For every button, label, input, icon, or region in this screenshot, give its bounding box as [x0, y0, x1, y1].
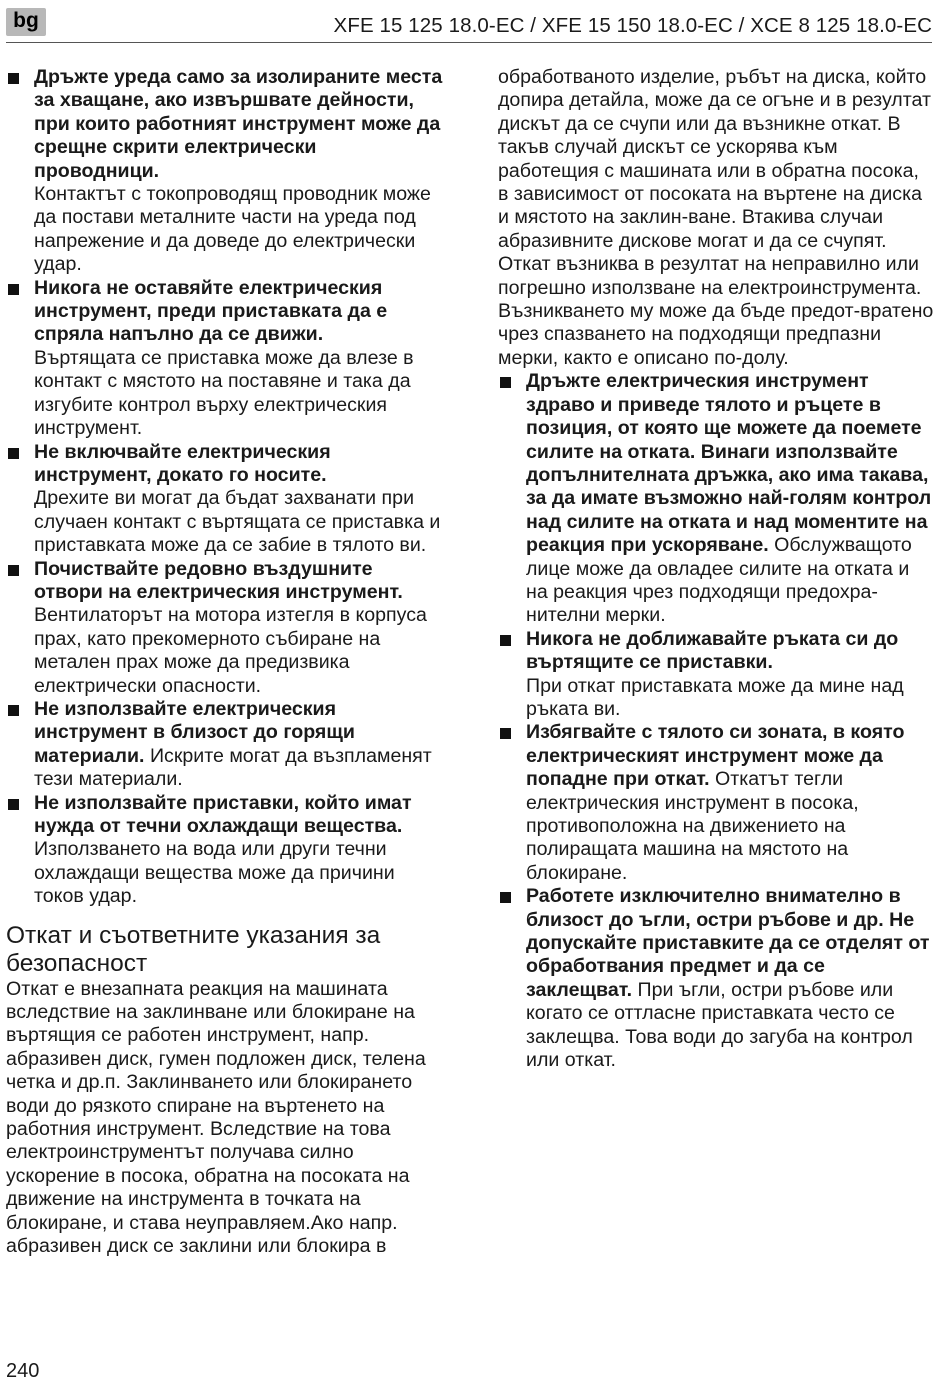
right-bullet-list — [498, 370, 934, 1072]
bullet-body: При откат приставката може да мине над ръката ви. — [526, 674, 904, 720]
square-bullet-icon — [8, 565, 19, 576]
bullet-bold-lead: Никога не доближавайте ръката си до въртящите се приставки. — [526, 627, 899, 674]
header-divider — [6, 42, 932, 43]
square-bullet-icon — [8, 448, 19, 459]
list-item — [6, 792, 446, 909]
square-bullet-icon — [8, 73, 19, 84]
list-item — [6, 441, 446, 558]
section-body: Откат е внезапната реакция на машината вследствие на заклинване или блокиране на въртящия се работен инструмент, напр. абразивен диск, гумен подложен диск, телена четка и др.п. Заклинването или блокирането води до рязкото спиране на въртенето на работния инструмент. Вследствие на това електроинструментът получава силно ускорение в посока, обратна на посоката на движение на инструмента в точката на блокиране, и става неуправляем.Ако напр. абразивен диск се заклини или блокира в — [6, 977, 426, 1258]
language-badge: bg — [6, 8, 46, 36]
bullet-bold-lead: Не включвайте електрическия инструмент, докато го носите. — [34, 440, 331, 486]
list-item — [498, 628, 934, 722]
bullet-body: Използването на вода или други течни охлаждащи вещества може да причини токов удар. — [34, 838, 395, 908]
section-heading: Откат и съответните указания за безопасност — [6, 921, 381, 977]
bullet-body: Дрехите ви могат да бъдат захванати при случаен контакт с въртящата се приставка и приставката може да се забие в тялото ви. — [34, 487, 441, 557]
bullet-inline — [526, 370, 931, 626]
left-column — [6, 66, 446, 1259]
bullet-body: Въртящата се приставка може да влезе в контакт с мястото на поставяне и така да изгубите контрол върху електрическия инструмент. — [34, 346, 414, 440]
model-designation: XFE 15 125 18.0-EC / XFE 15 150 18.0-EC / XCE 8 125 18.0-EC — [333, 14, 932, 37]
bullet-bold-lead: Дръжте електрическия инструмент здраво и приведе тялото и ръцете в позиция, от която ще можете да поемете силите на отката. Винаги използвайте допълнителната дръжка, ако има такава, за да имате възможно най-голям контрол над силите на отката и над моментите на реакция при ускоряване. — [526, 370, 932, 557]
left-bullet-list — [6, 66, 446, 909]
bullet-bold-lead: Почиствайте редовно въздушните отвори на електрическия инструмент. — [34, 557, 403, 603]
bullet-body: Откатът тегли електрическия инструмент в посока, противоположна на движението на полиращата машина на мястото на блокиране. — [526, 768, 859, 884]
continued-paragraph: обработваното изделие, ръбът на диска, който допира детайла, може да се огъне и в резултат дискът да се счупи или да възникне откат. В такъв случай дискът се ускорява към работещия с машината или в обратна посока, в зависимост от посоката на въртене на диска и мястото на заклин-ване. Втакива случаи абразивните дискове могат и да се счупят. Откат възниква в резултат на неправилно или погрешно използване на електроинструмента. Възникването му може да бъде предот-вратено чрез спазването на подходящи предпазни мерки, както е описано по-долу. — [498, 66, 934, 369]
bullet-bold-lead: Никога не оставяйте електрическия инструмент, преди приставката да е спряла напълно да се движи. — [34, 276, 388, 346]
list-item — [6, 558, 446, 698]
bullet-body: При ъгли, остри ръбове или когато се оттласне приставката често се заклещва. Това води до загуба на контрол или откат. — [526, 978, 913, 1072]
square-bullet-icon — [500, 635, 511, 646]
bullet-inline — [34, 698, 432, 790]
square-bullet-icon — [500, 377, 511, 388]
list-item — [6, 698, 446, 792]
bullet-bold-lead: Избягвайте с тялото си зоната, в която електрическият инструмент може да попадне при откат. — [526, 721, 905, 791]
square-bullet-icon — [500, 728, 511, 739]
bullet-bold-lead: Работете изключително внимателно в близост до ъгли, остри ръбове и др. Не допускайте приставките да се отделят от обработвания предмет и да се заклещват. — [526, 885, 930, 1001]
list-item — [6, 277, 446, 441]
list-item — [498, 721, 934, 885]
bullet-bold-lead: Не използвайте електрическия инструмент в близост до горящи материали. — [34, 697, 355, 767]
bullet-inline — [526, 721, 904, 883]
bullet-bold-lead: Дръжте уреда само за изолираните места за хващане, ако извършвате дейности, при които работният инструмент може да срещне скрити електрически проводници. — [34, 66, 443, 182]
bullet-body: Искрите могат да възпламенят тези материали. — [34, 744, 432, 791]
list-item — [6, 66, 446, 277]
bullet-inline — [526, 885, 929, 1071]
list-item — [498, 370, 934, 627]
square-bullet-icon — [8, 799, 19, 810]
list-item — [498, 885, 934, 1072]
page-number: 240 — [6, 1360, 40, 1382]
bullet-body: Обслужващото лице може да овладее силите на отката и на реакция чрез подходящи предохра-нителни мерки. — [526, 534, 912, 627]
right-column — [498, 66, 934, 1072]
page-header — [6, 8, 932, 42]
square-bullet-icon — [8, 284, 19, 295]
square-bullet-icon — [500, 892, 511, 903]
square-bullet-icon — [8, 705, 19, 716]
bullet-bold-lead: Не използвайте приставки, който имат нужда от течни охлаждащи вещества. — [34, 791, 412, 837]
bullet-body: Вентилаторът на мотора изтегля в корпуса прах, като прекомерното събиране на метален прах може да предизвика електрически опасности. — [34, 604, 427, 697]
bullet-body: Контактът с токопроводящ проводник може да постави металните части на уреда под напрежение и да доведе до електрически удар. — [34, 183, 431, 276]
